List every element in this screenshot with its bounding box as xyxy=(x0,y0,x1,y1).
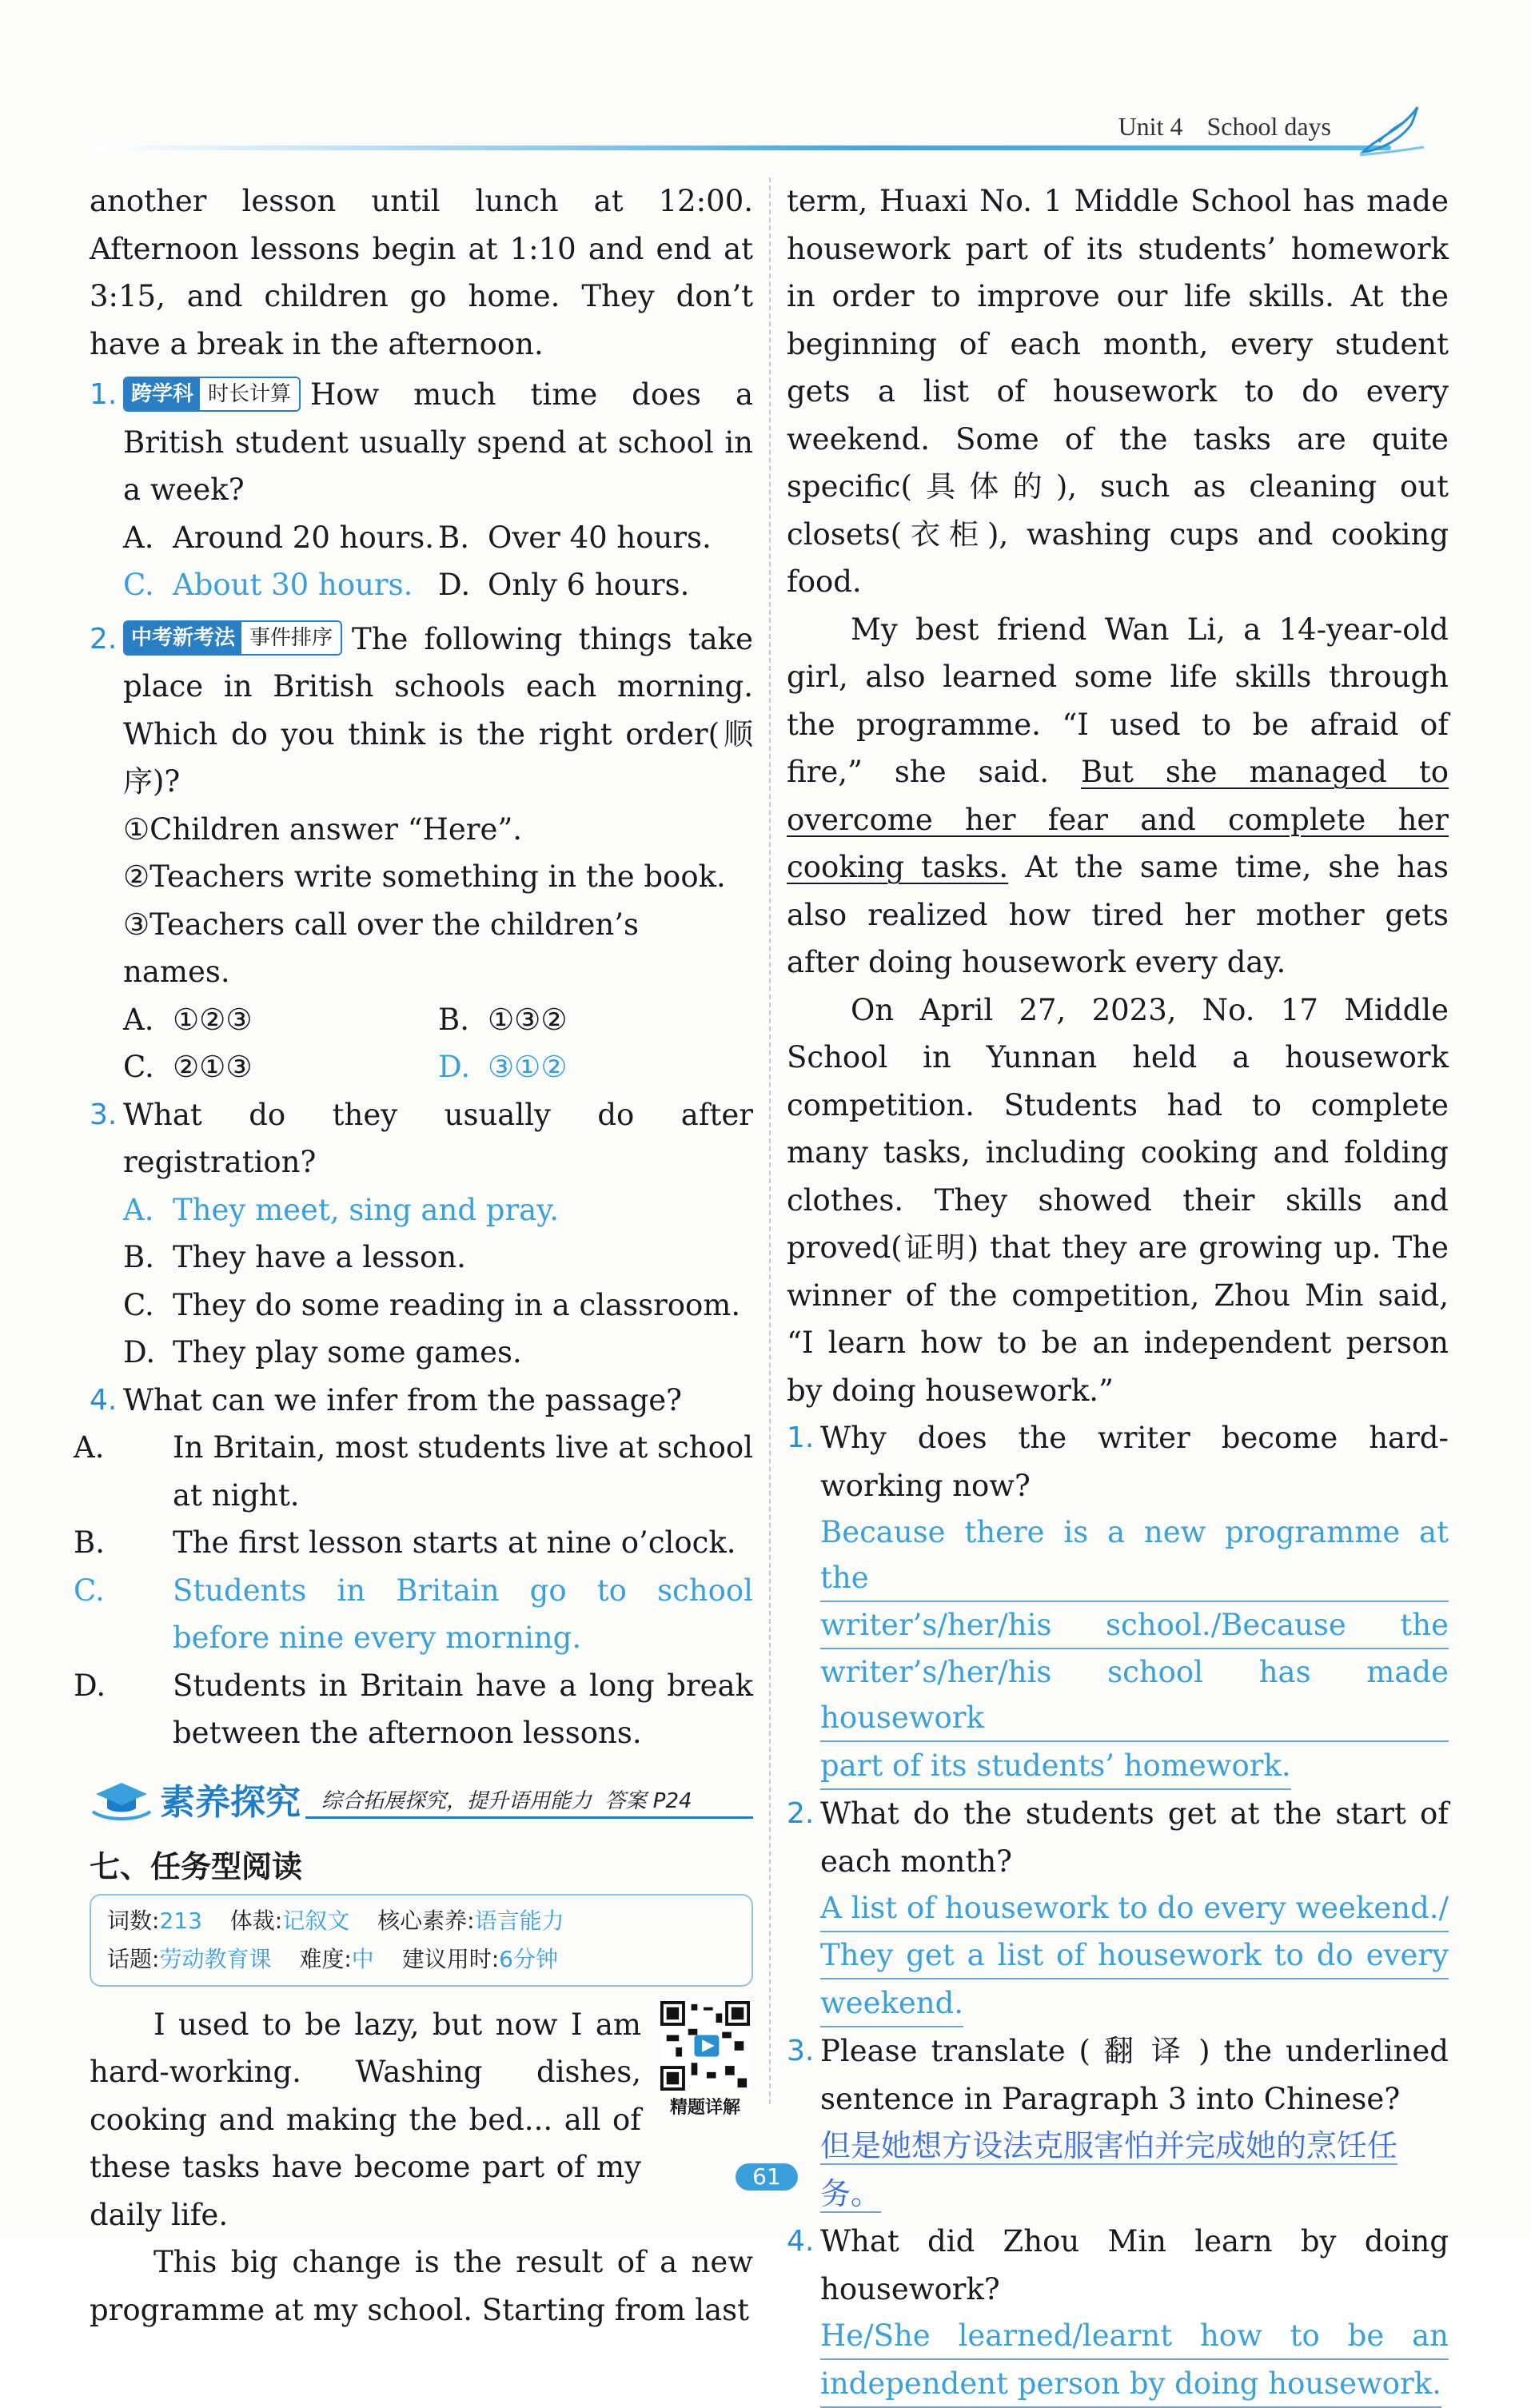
banner-subtitle-text: 综合拓展探究，提升语用能力 xyxy=(321,1788,592,1813)
option-b[interactable] xyxy=(438,996,753,1044)
option-d[interactable] xyxy=(74,1662,753,1757)
question-1 xyxy=(90,371,753,514)
banner-title: 素养探究 xyxy=(160,1781,301,1823)
column-divider xyxy=(769,177,771,2104)
answer-block[interactable] xyxy=(787,1885,1449,2027)
question-3 xyxy=(90,1091,753,1186)
right-column xyxy=(787,177,1449,2408)
question-text: How much time does a British student usually spend at school in a week? xyxy=(123,377,753,507)
option-text: ①②③ xyxy=(173,1002,253,1037)
option-text: Over 40 hours. xyxy=(488,520,712,555)
option-letter: A. xyxy=(123,520,154,555)
task-question-3 xyxy=(787,2027,1449,2123)
header-rule xyxy=(96,146,1391,150)
passage-start xyxy=(90,2001,753,2334)
option-text: ③①② xyxy=(488,1050,568,1084)
option-text: Students in Britain have a long break between the afternoon lessons. xyxy=(173,1668,753,1750)
option-d[interactable] xyxy=(438,561,753,609)
section-title: 七、任务型阅读 xyxy=(90,1848,303,1884)
reading-info-box xyxy=(90,1894,753,1987)
paragraph-3 xyxy=(787,606,1449,987)
answer-line: He/She learned/learnt how to be an xyxy=(820,2313,1449,2360)
answer-reference: 答案 P24 xyxy=(604,1788,692,1813)
options-row xyxy=(90,1043,753,1091)
paragraph-2-continued: term, Huaxi No. 1 Middle School has made housework part of its students’ homework in order to improve our life skills. At the beginning of each month, every student gets a list of housework to do every weekend. Some of the tasks are quite specific(具体的), such as cleaning out closets(衣柜), washing cups and cooking food. xyxy=(787,184,1449,599)
option-letter: D. xyxy=(74,1668,106,1703)
option-text: They have a lesson. xyxy=(173,1240,466,1274)
question-tag xyxy=(123,377,301,412)
question-4 xyxy=(90,1377,753,1425)
option-text: They do some reading in a classroom. xyxy=(173,1287,741,1322)
option-text: They meet, sing and pray. xyxy=(173,1192,559,1227)
option-letter: C. xyxy=(123,1050,154,1084)
paragraph-3-text: My best friend Wan Li, a 14-year-old girl, also learned some life skills through the programme. “I used to be afraid of fire,” she said. xyxy=(787,612,1449,789)
option-letter: A. xyxy=(123,1192,154,1227)
answer-block[interactable] xyxy=(787,2313,1449,2408)
info-label: 话题: xyxy=(107,1945,160,1972)
option-a[interactable] xyxy=(123,514,438,562)
question-text: What do the students get at the start of each month? xyxy=(820,1796,1449,1879)
option-letter: C. xyxy=(123,568,154,602)
option-text: In Britain, most students live at school at night. xyxy=(173,1430,753,1513)
answer-line: 但是她想方设法克服害怕并完成她的烹饪任务。 xyxy=(820,2128,1398,2211)
answer-line: writer’s/her/his school./Because the xyxy=(820,1602,1449,1649)
question-number: 3. xyxy=(787,2035,815,2067)
answer-line: independent person by doing housework. xyxy=(820,2361,1441,2408)
task-question-4 xyxy=(787,2218,1449,2313)
qr-code-block[interactable] xyxy=(657,2001,753,2119)
option-letter: C. xyxy=(123,1287,154,1322)
question-text: Why does the writer become hard-working now? xyxy=(820,1421,1449,1503)
question-number: 4. xyxy=(787,2225,815,2258)
info-label: 体裁: xyxy=(229,1907,283,1934)
option-letter: A. xyxy=(74,1430,105,1465)
task-question-1 xyxy=(787,1414,1449,1509)
answer-line: weekend. xyxy=(820,1980,963,2027)
options-row xyxy=(90,561,753,609)
answer-line: part of its students’ homework. xyxy=(820,1743,1291,1790)
question-tag xyxy=(123,620,342,656)
option-d[interactable] xyxy=(90,1329,753,1377)
paragraph-4: On April 27, 2023, No. 17 Middle School in Yunnan held a housework competition. Students had to complete many tasks, including cooking and folding clothes. They showed their skills and proved(证明) that they are growing up. The winner of the competition, Zhou Min said, “I learn how to be an independent person by doing housework.” xyxy=(787,992,1449,1408)
section-banner xyxy=(90,1767,753,1831)
list-item: ①Children answer “Here”. xyxy=(123,811,523,847)
tag-skill: 事件排序 xyxy=(241,622,341,654)
option-c-correct[interactable] xyxy=(74,1567,753,1662)
question-text: The following things take place in British schools each morning. Which do you think is the right order(顺序)? xyxy=(123,621,753,799)
option-a[interactable] xyxy=(123,996,438,1044)
list-item: ②Teachers write something in the book. xyxy=(123,859,726,894)
info-row xyxy=(107,1902,736,1940)
question-text: Please translate ( 翻 译 ) the underlined sentence in Paragraph 3 into Chinese? xyxy=(820,2034,1449,2116)
answer-block[interactable] xyxy=(787,1509,1449,1790)
options-row xyxy=(90,996,753,1044)
info-value: 6分钟 xyxy=(499,1945,558,1972)
option-letter: D. xyxy=(123,1335,156,1369)
option-text: About 30 hours. xyxy=(173,568,413,602)
qr-label: 精题详解 xyxy=(669,2097,740,2118)
options-row xyxy=(90,514,753,562)
option-letter: D. xyxy=(438,568,471,602)
question-number: 2. xyxy=(90,622,118,656)
info-row xyxy=(107,1940,736,1979)
option-letter: B. xyxy=(123,1240,154,1274)
answer-line: A list of housework to do every weekend./ xyxy=(820,1885,1449,1932)
question-text: What do they usually do after registration? xyxy=(123,1097,753,1179)
option-letter: B. xyxy=(438,520,469,555)
question-number: 2. xyxy=(787,1797,815,1830)
option-text: Students in Britain go to school before nine every morning. xyxy=(173,1573,753,1655)
paragraph-1-text: I used to be lazy, but now I am hard-working. Washing dishes, cooking and making the bed... all of these tasks have become part of my daily life. xyxy=(90,2007,641,2232)
task-question-2 xyxy=(787,1790,1449,1885)
list-item: ③Teachers call over the children’s names. xyxy=(123,907,639,989)
underlined-sentence: But she managed to overcome her fear and complete her cooking tasks. xyxy=(787,755,1449,884)
option-letter: B. xyxy=(74,1525,105,1560)
header-leaf-icon xyxy=(1355,102,1427,158)
info-value: 劳动教育课 xyxy=(159,1945,272,1972)
running-header xyxy=(1094,112,1331,142)
banner-underline xyxy=(305,1816,753,1819)
paragraph-2: This big change is the result of a new programme at my school. Starting from last xyxy=(90,2245,753,2327)
info-value: 语言能力 xyxy=(474,1907,564,1934)
info-label: 建议用时: xyxy=(401,1945,500,1972)
page-number: 61 xyxy=(736,2163,798,2191)
option-letter: B. xyxy=(438,1002,469,1037)
option-letter: D. xyxy=(438,1050,471,1084)
option-b[interactable] xyxy=(90,1234,753,1282)
option-a[interactable] xyxy=(74,1424,753,1519)
question-number: 4. xyxy=(90,1383,118,1417)
option-text: They play some games. xyxy=(173,1335,522,1369)
question-number: 1. xyxy=(787,1421,815,1454)
option-text: ②①③ xyxy=(173,1050,253,1084)
option-text: The first lesson starts at nine o’clock. xyxy=(173,1525,736,1560)
info-label: 核心素养: xyxy=(377,1907,475,1934)
info-value: 记叙文 xyxy=(282,1907,350,1934)
answer-line: They get a list of housework to do every xyxy=(820,1932,1449,1979)
tag-category: 中考新考法 xyxy=(125,622,241,654)
option-b[interactable] xyxy=(438,514,753,562)
passage-end: another lesson until lunch at 12:00. Afternoon lessons begin at 1:10 and end at 3:15, and children go home. They don’t have a break in the afternoon. xyxy=(90,184,753,361)
info-label: 难度: xyxy=(299,1945,352,1972)
graduation-cap-icon xyxy=(90,1770,153,1823)
answer-block[interactable] xyxy=(787,2123,1449,2218)
tag-skill: 时长计算 xyxy=(200,378,299,410)
option-c[interactable] xyxy=(123,1043,438,1091)
banner-subtitle xyxy=(321,1784,692,1814)
option-text: Only 6 hours. xyxy=(488,568,690,602)
tag-category: 跨学科 xyxy=(125,378,200,410)
info-label: 词数: xyxy=(107,1907,160,1934)
answer-line: writer’s/her/his school has made housework xyxy=(820,1649,1449,1742)
unit-label: Unit 4 xyxy=(1118,112,1183,141)
option-a-correct[interactable] xyxy=(90,1186,753,1234)
qr-code-icon[interactable] xyxy=(660,2001,750,2091)
answer-line: Because there is a new programme at the xyxy=(820,1509,1449,1602)
option-c[interactable] xyxy=(90,1282,753,1330)
option-letter: C. xyxy=(74,1573,105,1608)
paragraph-1 xyxy=(90,2001,753,2239)
info-value: 中 xyxy=(351,1945,374,1972)
option-text: Around 20 hours. xyxy=(173,520,435,555)
option-c-correct[interactable] xyxy=(123,561,438,609)
unit-title: School days xyxy=(1206,112,1331,141)
question-number: 3. xyxy=(90,1098,118,1131)
question-text: What did Zhou Min learn by doing housework? xyxy=(820,2224,1449,2306)
question-text: What can we infer from the passage? xyxy=(123,1382,683,1417)
question-number: 1. xyxy=(90,378,118,411)
option-text: ①③② xyxy=(488,1002,568,1037)
option-letter: A. xyxy=(123,1002,154,1037)
info-value: 213 xyxy=(159,1907,202,1934)
question-2 xyxy=(90,616,753,806)
left-column xyxy=(74,177,753,2334)
option-d-correct[interactable] xyxy=(438,1043,753,1091)
option-b[interactable] xyxy=(74,1519,753,1567)
paragraph-3-text: At the same time, she has also realized how tired her mother gets after doing housework every day. xyxy=(787,850,1449,979)
